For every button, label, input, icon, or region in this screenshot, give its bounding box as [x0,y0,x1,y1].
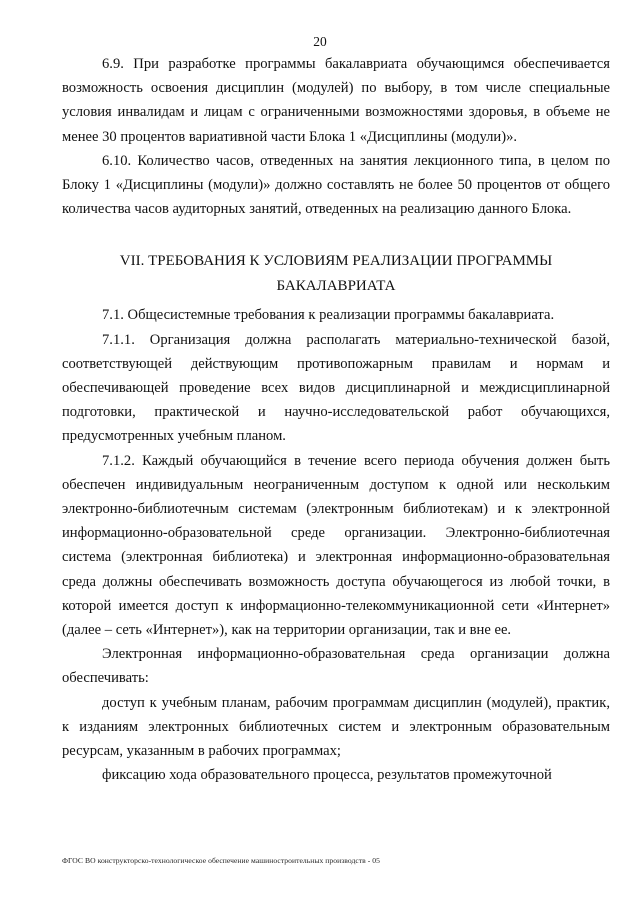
section-heading [62,249,610,299]
section-heading-line-1: VII. ТРЕБОВАНИЯ К УСЛОВИЯМ РЕАЛИЗАЦИИ ПРОГРАММЫ [119,253,553,270]
paragraph-eios-intro: Электронная информационно-образовательная среда организации должна обеспечивать: [62,646,610,687]
page-footer: ФГОС ВО конструкторско-технологическое обеспечение машиностроительных производств - 05 [62,856,380,865]
paragraph-6-10: 6.10. Количество часов, отведенных на занятия лекционного типа, в целом по Блоку 1 «Дисциплины (модули)» должно составлять не более 50 процентов от общего количества часов аудиторных занятий, отведенных на реализацию данного Блока. [62,152,610,218]
paragraph-6-9: 6.9. При разработке программы бакалавриата обучающимся обеспечивается возможность освоения дисциплин (модулей) по выбору, в том числе специальные условия инвалидам и лицам с ограниченными возможностями здоровья, в объеме не менее 30 процентов вариативной части Блока 1 «Дисциплины (модули)». [62,56,610,145]
paragraph-7-1-2: 7.1.2. Каждый обучающийся в течение всего периода обучения должен быть обеспечен индивидуальным неограниченным доступом к одной или нескольким электронно-библиотечным системам (электронным библиотекам) и к электронной информационно-образовательной среде организации. Электронно-библиотечная система (электронная библиотека) и электронная информационно-образовательная среда должны обеспечивать возможность доступа обучающегося из любой точки, в которой имеется доступ к информационно-телекоммуникационной сети «Интернет» (далее – сеть «Интернет»), как на территории организации, так и вне ее. [62,452,610,639]
paragraph-7-1-1: 7.1.1. Организация должна располагать материально-технической базой, соответствующей действующим противопожарным правилам и нормам и обеспечивающей проведение всех видов дисциплинарной и междисциплинарной подготовки, практической и научно-исследовательской работ обучающихся, предусмотренных учебным планом. [62,331,610,445]
paragraph-7-1: 7.1. Общесистемные требования к реализации программы бакалавриата. [102,307,555,324]
section-heading-line-2: БАКАЛАВРИАТА [276,278,396,295]
paragraph-access: доступ к учебным планам, рабочим программам дисциплин (модулей), практик, к изданиям электронных библиотечных систем и электронным образовательным ресурсам, указанным в рабочих программах; [62,694,610,760]
paragraph-fixation: фиксацию хода образовательного процесса, результатов промежуточной [102,767,552,784]
document-body [62,52,610,787]
page-number: 20 [313,34,327,49]
